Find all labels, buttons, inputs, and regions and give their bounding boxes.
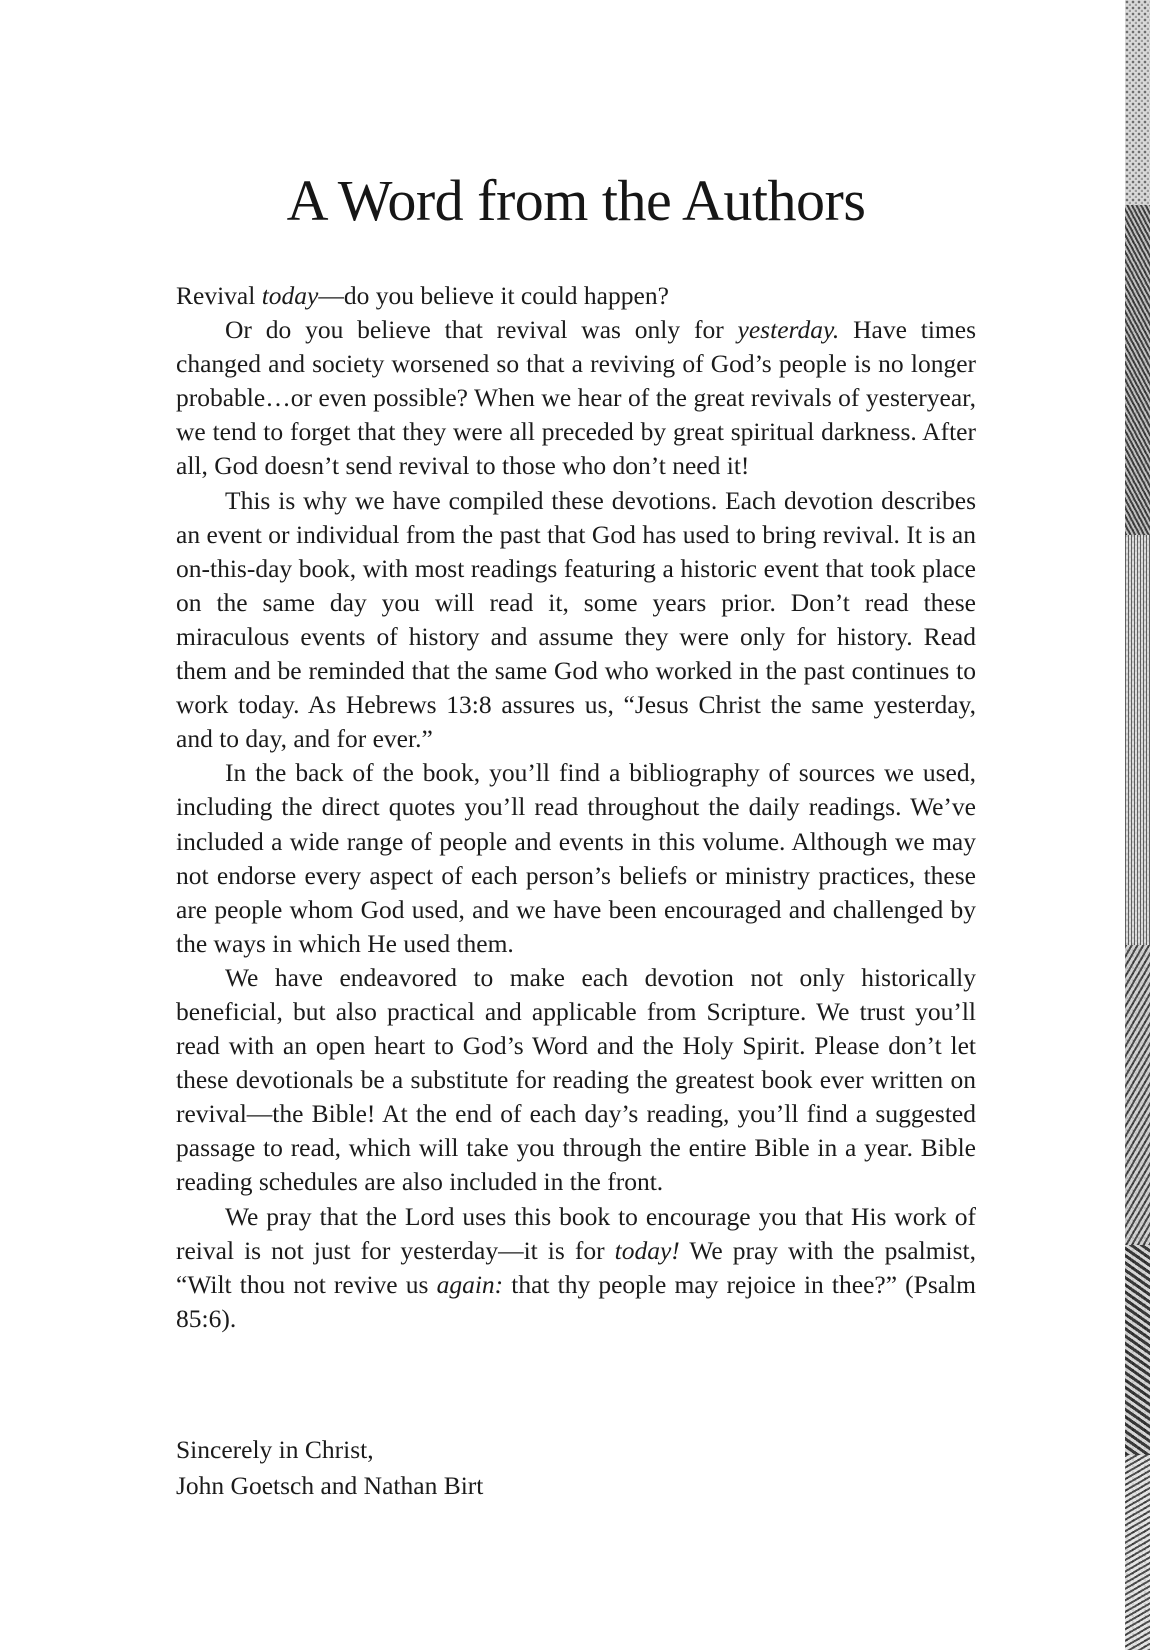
engraving-illustration-edge bbox=[1125, 0, 1150, 1650]
engraving-band bbox=[1125, 1245, 1150, 1455]
closing-signature bbox=[176, 1432, 776, 1504]
paragraph-segment: In the back of the book, you’ll find a bibliography of sources we used, including the direct quotes you’ll read throughout the daily readings. We’ve included a wide range of people and events in this volume. Although we may not endorse every aspect of each person’s beliefs or ministry practices, these are people whom God used, and we have been encouraged and challenged by the ways in which He used them. bbox=[176, 758, 976, 958]
paragraph-segment: This is why we have compiled these devotions. Each devotion describes an event or individual from the past that God has used to bring revival. It is an on-this-day book, with most readings featuring a historic event that took place on the same day you will read it, some years prior. Don’t read these miraculous events of history and assume they were only for history. Read them and be reminded that the same God who worked in the past continues to work today. As Hebrews 13:8 assures us, “Jesus Christ the same yesterday, and to day, and for ever.” bbox=[176, 485, 976, 754]
engraving-band bbox=[1125, 205, 1150, 535]
paragraph-4 bbox=[176, 756, 976, 961]
paragraph-5 bbox=[176, 961, 976, 1200]
paragraph-6 bbox=[176, 1200, 976, 1336]
paragraph-3 bbox=[176, 484, 976, 757]
engraving-band bbox=[1125, 1455, 1150, 1650]
paragraph-segment: Or do you believe that revival was only for bbox=[225, 315, 738, 345]
paragraph-2 bbox=[176, 313, 976, 483]
paragraph-segment: Have times changed and society worsened so that a reviving of God’s people is no longer probable…or even possible? When we hear of the great revivals of yesteryear, we tend to forget that they were all preceded by great spiritual darkness. After all, God doesn’t send revival to those who don’t need it! bbox=[176, 315, 976, 481]
paragraph-segment-italic: today! bbox=[614, 1235, 680, 1265]
salutation: Sincerely in Christ, bbox=[176, 1435, 374, 1464]
paragraph-segment: We pray that the Lord uses this book to encourage you that His work of reival is not just for yesterday—it is for bbox=[176, 1201, 976, 1265]
paragraph-segment-italic: today bbox=[261, 281, 319, 310]
paragraph-segment: Revival bbox=[176, 281, 262, 310]
paragraph-segment: We have endeavored to make each devotion not only historically beneficial, but also practical and applicable from Scripture. We trust you’ll read with an open heart to God’s Word and the Holy Spirit. Please don’t let these devotionals be a substitute for reading the greatest book ever written on revival—the Bible! At the end of each day’s reading, you’ll find a suggested passage to read, which will take you through the entire Bible in a year. Bible reading schedules are also included in the front. bbox=[176, 962, 976, 1197]
paragraph-segment: We pray with the psalmist, “Wilt thou not revive us bbox=[176, 1235, 976, 1299]
paragraph-segment: —do you believe it could happen? bbox=[318, 281, 669, 310]
page-title: A Word from the Authors bbox=[286, 168, 866, 233]
engraving-band bbox=[1125, 945, 1150, 1245]
engraving-band bbox=[1125, 535, 1150, 945]
paragraph-segment: that thy people may rejoice in thee?” (Psalm 85:6). bbox=[176, 1269, 976, 1333]
paragraph-segment-italic: yesterday. bbox=[737, 315, 840, 345]
paragraph-segment-italic: again: bbox=[436, 1269, 504, 1299]
signatories: John Goetsch and Nathan Birt bbox=[176, 1471, 484, 1500]
body-text bbox=[176, 279, 976, 1336]
paragraph-1 bbox=[176, 279, 976, 313]
